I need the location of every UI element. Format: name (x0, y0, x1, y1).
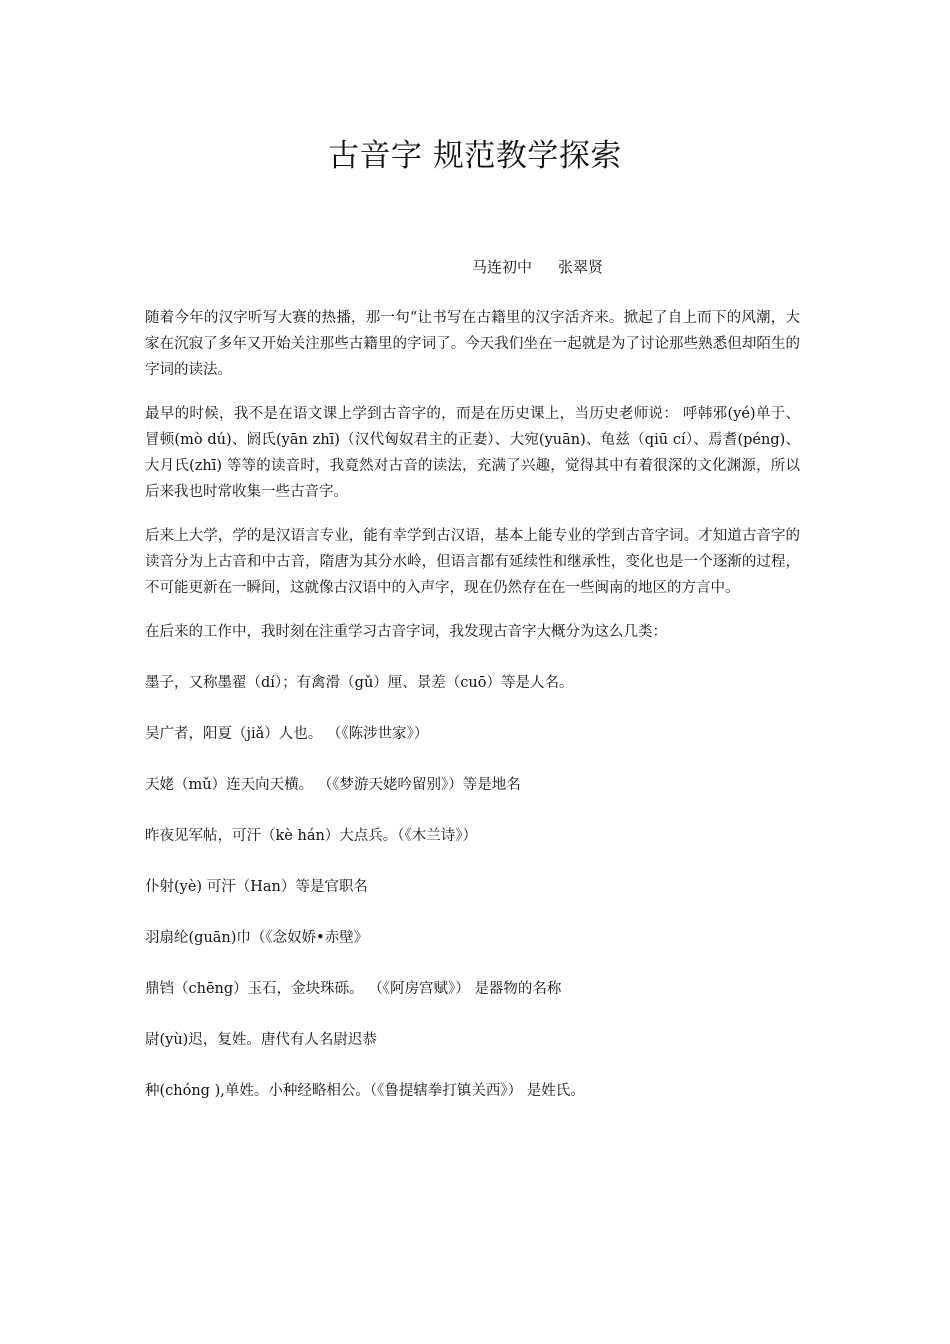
example-line: 昨夜见军帖，可汗（kè hán）大点兵。（《木兰诗》） (145, 828, 478, 844)
author-school: 马连初中 (472, 258, 533, 276)
paragraph-categories-intro: 在后来的工作中，我时刻在注重学习古音字词，我发现古音字大概分为这么几类： (145, 624, 667, 640)
example-line: 吴广者，阳夏（jiǎ）人也。 （《陈涉世家》） (145, 726, 429, 742)
example-line: 仆射(yè) 可汗（Han）等是官职名 (145, 879, 368, 895)
author-name: 张翠贤 (558, 258, 604, 276)
document-body (145, 305, 800, 1129)
paragraph-intro: 随着今年的汉字听写大赛的热播，那一句“让书写在古籍里的汉字活齐来。掀起了自上而下的风潮，大家在沉寂了多年又开始关注那些古籍里的字词了。今天我们坐在一起就是为了讨论那些熟悉但却陌生的字词的读法。 (145, 310, 800, 378)
example-line: 墨子，又称墨翟（dí）；有禽滑（gǔ）厘、景差（cuō）等是人名。 (145, 675, 574, 691)
example-line: 羽扇纶(guān)巾（《念奴娇•赤壁》 (145, 930, 369, 946)
example-line: 尉(yù)迟，复姓。唐代有人名尉迟恭 (145, 1032, 377, 1048)
author-line (472, 256, 603, 278)
example-line: 鼎铛（chēng）玉石，金块珠砾。 （《阿房宫赋》） 是器物的名称 (145, 981, 562, 997)
paragraph-university: 后来上大学，学的是汉语言专业，能有幸学到古汉语，基本上能专业的学到古音字词。才知道古音字的读音分为上古音和中古音，隋唐为其分水岭，但语言都有延续性和继承性，变化也是一个逐渐的过程，不可能更新在一瞬间，这就像古汉语中的入声字，现在仍然存在在一些闽南的地区的方言中。 (145, 528, 800, 596)
paragraph-history-class: 最早的时候，我不是在语文课上学到古音字的，而是在历史课上，当历史老师说： 呼韩邪(yé)单于、冒顿(mò dú)、阏氏(yān zhī)（汉代匈奴君主的正妻）、大宛(yuān)、龟兹（qiū cí）、焉耆(péng)、大月氏(zhī) 等等的读音时，我竟然对古音的读法，充满了兴趣，觉得其中有着很深的文化渊源，所以后来我也时常收集一些古音字。 (145, 406, 800, 500)
example-line: 种(chóng ),单姓。小种经略相公。（《鲁提辖拳打镇关西》） 是姓氏。 (145, 1083, 585, 1099)
example-line: 天姥（mǔ）连天向天横。 （《梦游天姥吟留别》）等是地名 (145, 777, 521, 793)
document-title: 古音字 规范教学探索 (328, 138, 622, 174)
